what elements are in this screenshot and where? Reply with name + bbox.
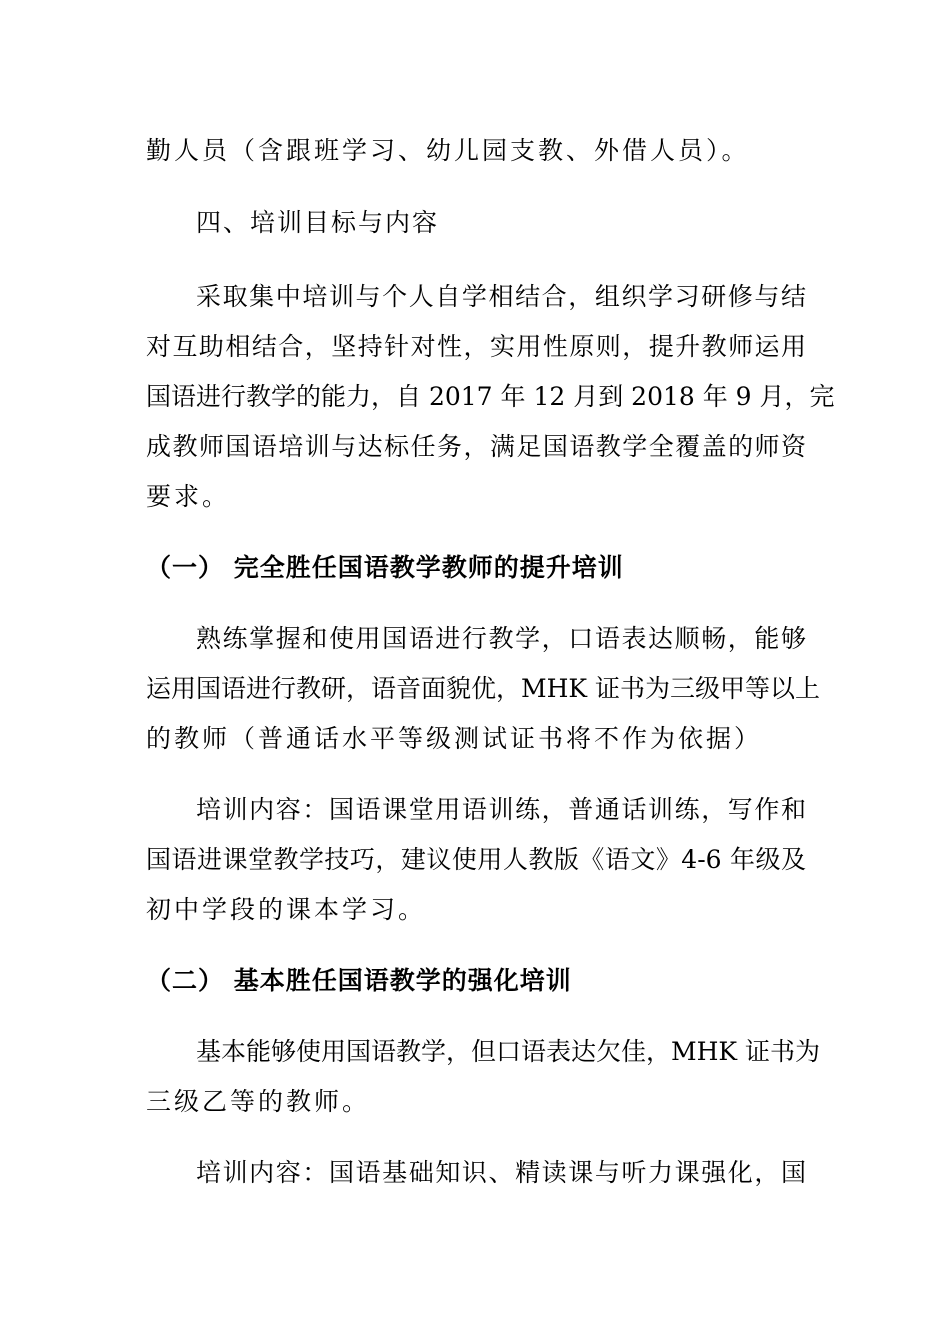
paragraph-line: 国语进行教学的能力，自 2017 年 12 月到 2018 年 9 月，完 bbox=[146, 382, 835, 411]
paragraph-line: 初中学段的课本学习。 bbox=[146, 895, 427, 924]
paragraph-line: 运用国语进行教研，语音面貌优，MHK 证书为三级甲等以上 bbox=[146, 674, 821, 703]
paragraph-line: 对互助相结合，坚持针对性，实用性原则，提升教师运用 bbox=[146, 332, 806, 361]
paragraph-line: 熟练掌握和使用国语进行教学，口语表达顺畅，能够 bbox=[196, 624, 806, 653]
paragraph-line: 采取集中培训与个人自学相结合，组织学习研修与结 bbox=[196, 282, 806, 311]
paragraph-line: 培训内容：国语基础知识、精读课与听力课强化，国 bbox=[196, 1158, 806, 1187]
paragraph-line: 成教师国语培训与达标任务，满足国语教学全覆盖的师资 bbox=[146, 432, 806, 461]
section-heading: 四、培训目标与内容 bbox=[196, 208, 440, 237]
paragraph-line: 三级乙等的教师。 bbox=[146, 1087, 371, 1116]
subsection-heading: （二） 基本胜任国语教学的强化培训 bbox=[146, 966, 572, 995]
paragraph-line: 勤人员（含跟班学习、幼儿园支教、外借人员）。 bbox=[146, 136, 750, 165]
subsection-heading: （一） 完全胜任国语教学教师的提升培训 bbox=[146, 553, 624, 582]
paragraph-line: 要求。 bbox=[146, 482, 231, 511]
paragraph-line: 的教师（普通话水平等级测试证书将不作为依据） bbox=[146, 724, 763, 753]
paragraph-line: 培训内容：国语课堂用语训练，普通话训练，写作和 bbox=[196, 795, 806, 824]
paragraph-line: 国语进课堂教学技巧，建议使用人教版《语文》4-6 年级及 bbox=[146, 845, 806, 874]
paragraph-line: 基本能够使用国语教学，但口语表达欠佳，MHK 证书为 bbox=[196, 1037, 821, 1066]
